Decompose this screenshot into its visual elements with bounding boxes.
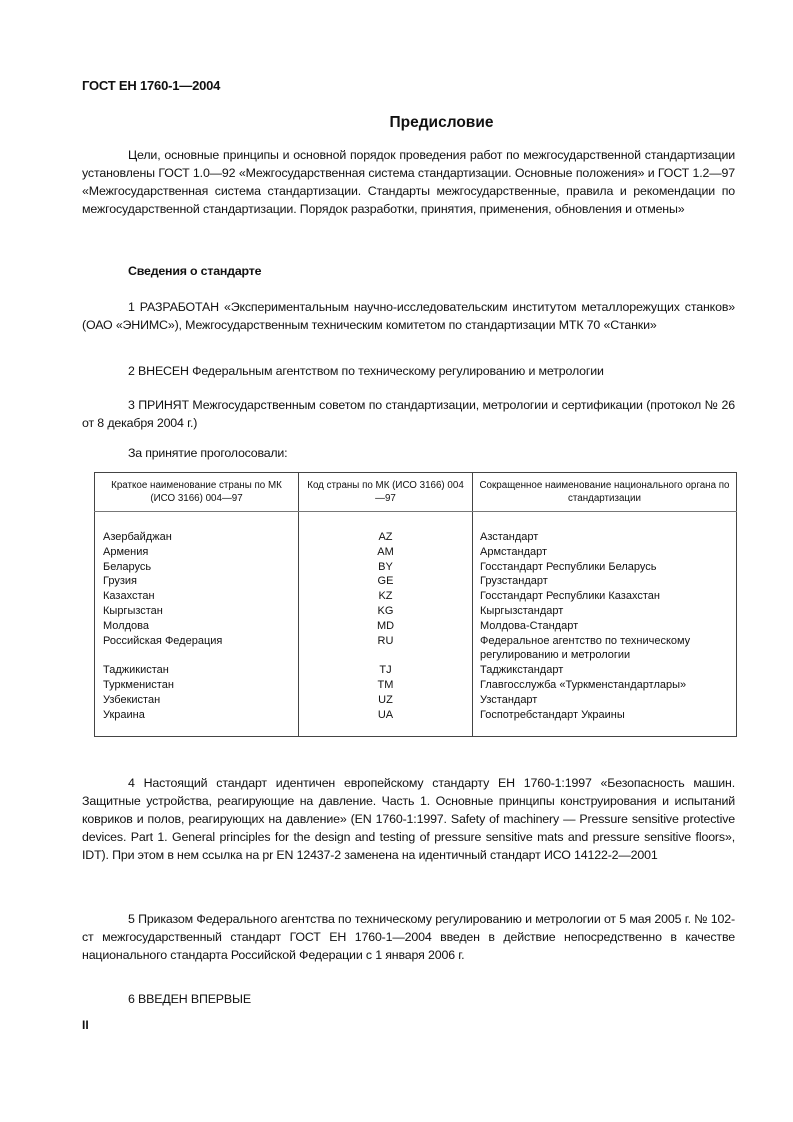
- spacer: [299, 648, 472, 663]
- item-6-paragraph: [82, 990, 735, 1008]
- national-body-name: Кыргызстандарт: [480, 604, 564, 617]
- item-2-text: 2 ВНЕСЕН Федеральным агентством по техническому регулированию и метрологии: [128, 364, 604, 378]
- country-name: Таджикистан: [103, 664, 169, 677]
- code-column: [299, 512, 473, 737]
- national-body-name: Грузстандарт: [480, 575, 548, 588]
- national-body-name: Молдова-Стандарт: [480, 619, 579, 632]
- national-body-name: Азстандарт: [480, 531, 539, 543]
- national-body-name: Главгосслужба «Туркменстандартлары»: [480, 678, 687, 691]
- country-code: RU: [377, 634, 394, 647]
- vote-label: За принятие проголосовали:: [128, 446, 288, 460]
- national-body-name: Госстандарт Республики Казахстан: [480, 590, 660, 603]
- spacer: [95, 648, 298, 663]
- country-name: Беларусь: [103, 560, 152, 573]
- item-1-text: 1 РАЗРАБОТАН «Экспериментальным научно-исследовательским институтом металлорежущих станков» (ОАО «ЭНИМС»), Межгосударственным техническим комитетом по стандартизации МТК 70 «Станки»: [82, 300, 735, 332]
- voting-table: [94, 472, 737, 737]
- national-body-name-continued: регулированию и метрологии: [480, 649, 631, 662]
- country-code: BY: [378, 560, 393, 573]
- country-name: Кыргызстан: [103, 604, 163, 617]
- table-header-row: [95, 473, 737, 512]
- body-column: [473, 512, 737, 737]
- page-number: II: [82, 1018, 89, 1032]
- country-name: Российская Федерация: [103, 634, 223, 647]
- header-country: Краткое наименование страны по МК (ИСО 3166) 004—97: [95, 473, 299, 512]
- intro-paragraph: [82, 146, 735, 218]
- header-national-body: Сокращенное наименование национального органа по стандартизации: [473, 473, 737, 512]
- national-body-name: Таджикстандарт: [480, 664, 564, 677]
- page-title: Предисловие: [389, 114, 494, 131]
- country-code: GE: [377, 575, 394, 588]
- section-heading: Сведения о стандарте: [128, 264, 262, 278]
- item-1-paragraph: [82, 298, 735, 334]
- national-body-name: Федеральное агентство по техническому: [480, 634, 691, 647]
- item-5-paragraph: [82, 910, 735, 964]
- document-code-header: ГОСТ ЕН 1760-1—2004: [82, 78, 221, 93]
- country-name: Армения: [103, 545, 149, 558]
- country-name: Казахстан: [103, 590, 155, 603]
- country-code: KZ: [378, 590, 393, 603]
- country-code: UZ: [378, 693, 393, 706]
- country-name: Узбекистан: [103, 693, 161, 706]
- item-6-text: 6 ВВЕДЕН ВПЕРВЫЕ: [128, 992, 251, 1006]
- country-code: MD: [376, 619, 395, 632]
- intro-text: Цели, основные принципы и основной порядок проведения работ по межгосударственной стандартизации установлены ГОСТ 1.0—92 «Межгосударственная система стандартизации. Основные положения» и ГОСТ 1.2—97 «Межгосударственная система стандартизации. Стандарты межгосударственные, правила и рекомендации по межгосударственной стандартизации. Порядок разработки, принятия, применения, обновления и отмены»: [82, 148, 735, 216]
- country-code: TJ: [379, 664, 392, 677]
- item-3-text: 3 ПРИНЯТ Межгосударственным советом по стандартизации, метрологии и сертификации (протокол № 26 от 8 декабря 2004 г.): [82, 398, 735, 430]
- item-5-text: 5 Приказом Федерального агентства по техническому регулированию и метрологии от 5 мая 2005 г. № 102-ст межгосударственный стандарт ГОСТ ЕН 1760-1—2004 введен в действие непосредственно в качестве национального стандарта Российской Федерации с 1 января 2006 г.: [82, 912, 735, 962]
- header-code: Код страны по МК (ИСО 3166) 004—97: [299, 473, 473, 512]
- national-body-name: Узстандарт: [480, 693, 538, 706]
- country-code: AM: [377, 545, 394, 558]
- country-name: Молдова: [103, 619, 149, 632]
- national-body-name: Армстандарт: [480, 545, 548, 558]
- item-4-paragraph: [82, 774, 735, 864]
- country-code: KG: [377, 604, 394, 617]
- country-name: Украина: [103, 708, 145, 721]
- item-4-text: 4 Настоящий стандарт идентичен европейскому стандарту ЕН 1760-1:1997 «Безопасность машин. Защитные устройства, реагирующие на давление. Часть 1. Основные принципы конструирования и испытаний ковриков и полов, реагирующих на давление» (EN 1760-1:1997. Safety of machinery — Pressure sensitive protective devices. Part 1. General principles for the design and testing of pressure sensitive mats and pressure sensitive floors», IDT). При этом в нем ссылка на pr EN 12437-2 заменена на идентичный стандарт ИСО 14122-2—2001: [82, 776, 735, 862]
- country-name: Грузия: [103, 575, 137, 588]
- national-body-name: Госстандарт Республики Беларусь: [480, 560, 657, 573]
- item-2-paragraph: [82, 362, 735, 380]
- country-code: AZ: [378, 531, 393, 543]
- country-name: Туркменистан: [103, 678, 174, 691]
- item-3-paragraph: [82, 396, 735, 432]
- table-body-row: [95, 512, 737, 737]
- country-name: Азербайджан: [103, 531, 172, 543]
- country-code: UA: [377, 708, 394, 721]
- country-column: [95, 512, 299, 737]
- national-body-name: Госпотребстандарт Украины: [480, 708, 625, 721]
- country-code: TM: [377, 678, 394, 691]
